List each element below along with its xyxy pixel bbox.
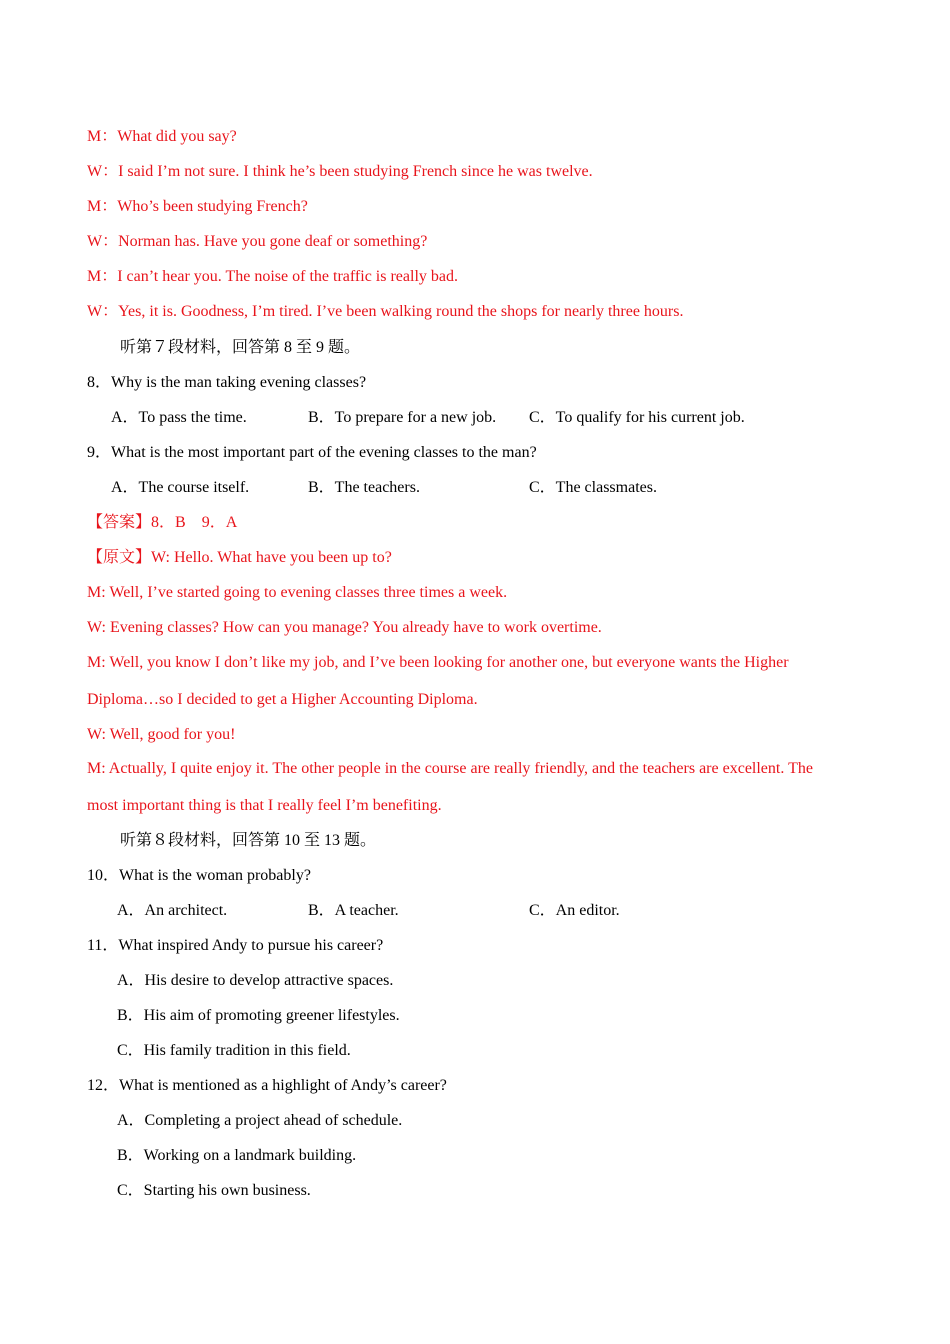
section-intro: 听第７段材料，回答第 8 至 9 题。 — [120, 339, 361, 356]
option-b: B．The teachers. — [308, 479, 420, 496]
transcript-line: W: Evening classes? How can you manage? You already have to work overtime. — [87, 619, 602, 636]
dialog-line: M：I can’t hear you. The noise of the traffic is really bad. — [87, 268, 458, 285]
transcript-line: Diploma…so I decided to get a Higher Accounting Diploma. — [87, 691, 478, 708]
option-a: A．Completing a project ahead of schedule. — [117, 1112, 403, 1129]
dialog-line: M：What did you say? — [87, 128, 237, 145]
option-c: C．To qualify for his current job. — [529, 409, 745, 426]
transcript-line: M: Actually, I quite enjoy it. The other people in the course are really friendly, and the teachers are excellent. The — [87, 760, 813, 777]
option-c: C．An editor. — [529, 902, 620, 919]
dialog-line: M：Who’s been studying French? — [87, 198, 308, 215]
transcript-line — [87, 548, 392, 568]
question-stem: 11．What inspired Andy to pursue his career? — [87, 937, 384, 954]
transcript-label: 【原文】 — [87, 549, 152, 566]
answer-line — [87, 513, 237, 533]
transcript-line: M: Well, you know I don’t like my job, and I’ve been looking for another one, but everyone wants the Higher — [87, 654, 789, 671]
dialog-line: W：I said I’m not sure. I think he’s been studying French since he was twelve. — [87, 163, 593, 180]
option-b: B．A teacher. — [308, 902, 399, 919]
option-c: C．The classmates. — [529, 479, 657, 496]
answer-text: 8．B 9．A — [151, 514, 238, 531]
section-intro: 听第８段材料，回答第 10 至 13 题。 — [120, 832, 377, 849]
option-a: A．His desire to develop attractive spaces. — [117, 972, 394, 989]
option-a: A．The course itself. — [111, 479, 250, 496]
answer-label: 【答案】 — [87, 514, 152, 531]
question-stem: 10．What is the woman probably? — [87, 867, 311, 884]
transcript-first: W: Hello. What have you been up to? — [151, 549, 392, 566]
dialog-line: W：Norman has. Have you gone deaf or something? — [87, 233, 428, 250]
transcript-line: M: Well, I’ve started going to evening classes three times a week. — [87, 584, 508, 601]
transcript-line: most important thing is that I really feel I’m benefiting. — [87, 797, 442, 814]
dialog-line: W：Yes, it is. Goodness, I’m tired. I’ve been walking round the shops for nearly three hours. — [87, 303, 684, 320]
option-a: A．An architect. — [117, 902, 228, 919]
transcript-line: W: Well, good for you! — [87, 726, 236, 743]
question-stem: 8．Why is the man taking evening classes? — [87, 374, 367, 391]
question-stem: 9．What is the most important part of the evening classes to the man? — [87, 444, 537, 461]
question-stem: 12．What is mentioned as a highlight of Andy’s career? — [87, 1077, 447, 1094]
option-c: C．His family tradition in this field. — [117, 1042, 351, 1059]
option-c: C．Starting his own business. — [117, 1182, 311, 1199]
option-b: B．Working on a landmark building. — [117, 1147, 357, 1164]
option-a: A．To pass the time. — [111, 409, 247, 426]
option-b: B．His aim of promoting greener lifestyles. — [117, 1007, 400, 1024]
option-b: B．To prepare for a new job. — [308, 409, 497, 426]
